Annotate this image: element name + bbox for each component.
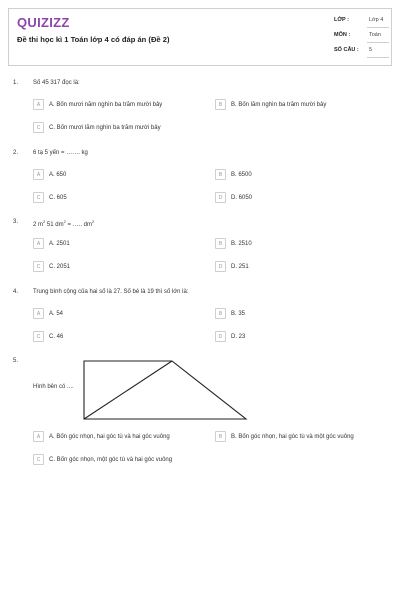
answer-option[interactable] xyxy=(215,431,354,442)
option-letter-box: B xyxy=(215,238,226,249)
option-text: C. 605 xyxy=(49,194,67,201)
meta-label-subject: MÔN : xyxy=(334,32,351,38)
option-text: A. 650 xyxy=(49,171,67,178)
option-letter-box: D xyxy=(215,192,226,203)
question-text: 6 tạ 5 yến = ……. kg xyxy=(33,150,88,156)
answer-option[interactable] xyxy=(33,169,66,180)
answer-option[interactable] xyxy=(215,169,252,180)
question-text: Hình bên có .... xyxy=(33,384,74,390)
answer-option[interactable] xyxy=(33,331,63,342)
option-text: B. Bốn góc nhọn, hai góc tù và một góc vuông xyxy=(231,433,354,440)
answer-option[interactable] xyxy=(33,454,172,465)
answer-option[interactable] xyxy=(215,331,245,342)
answer-option[interactable] xyxy=(33,238,70,249)
option-text: A. Bốn mươi năm nghìn ba trăm mười bảy xyxy=(49,101,163,108)
meta-value-class: Lớp 4 xyxy=(369,17,384,23)
option-text: A. 2501 xyxy=(49,240,70,247)
option-letter-box: A xyxy=(33,431,44,442)
answer-option[interactable] xyxy=(33,308,63,319)
answer-option[interactable] xyxy=(215,261,249,272)
option-text: C. Bốn mươi lăm nghìn ba trăm mười bảy xyxy=(49,124,161,131)
option-letter-box: C xyxy=(33,192,44,203)
answer-option[interactable] xyxy=(215,308,245,319)
trapezoid-shape xyxy=(84,361,246,419)
answer-option[interactable] xyxy=(33,99,162,110)
question-number: 4. xyxy=(13,289,19,295)
option-text: B. 6500 xyxy=(231,171,252,178)
document-title: Đề thi học kì 1 Toán lớp 4 có đáp án (Đề 2) xyxy=(17,35,170,44)
option-letter-box: C xyxy=(33,122,44,133)
option-letter-box: C xyxy=(33,331,44,342)
answer-option[interactable] xyxy=(215,238,252,249)
option-text: A. 54 xyxy=(49,310,64,317)
question-text: Số 45 317 đọc là: xyxy=(33,80,80,86)
option-text: D. 6050 xyxy=(231,194,253,201)
question-text: Trung bình cộng của hai số là 27. Số bé là 19 thì số lớn là: xyxy=(33,289,189,295)
question-number: 2. xyxy=(13,150,19,156)
trapezoid-figure xyxy=(80,358,250,422)
answer-option[interactable] xyxy=(33,261,70,272)
meta-label-class: LỚP : xyxy=(334,17,349,23)
option-letter-box: A xyxy=(33,169,44,180)
option-text: A. Bốn góc nhọn, hai góc tù và hai góc vuông xyxy=(49,433,170,440)
option-letter-box: C xyxy=(33,454,44,465)
meta-underline xyxy=(367,57,389,58)
answer-option[interactable] xyxy=(33,192,67,203)
meta-underline xyxy=(367,27,389,28)
meta-label-count: SỐ CÂU : xyxy=(334,47,359,53)
quizizz-logo: QUIZIZZ xyxy=(17,15,70,30)
answer-option[interactable] xyxy=(33,122,161,133)
option-letter-box: D xyxy=(215,331,226,342)
option-letter-box: B xyxy=(215,99,226,110)
option-letter-box: B xyxy=(215,169,226,180)
answer-option[interactable] xyxy=(215,99,326,110)
option-text: D. 23 xyxy=(231,333,246,340)
question-number: 1. xyxy=(13,80,19,86)
meta-value-subject: Toán xyxy=(369,32,381,38)
option-letter-box: A xyxy=(33,308,44,319)
answer-option[interactable] xyxy=(215,192,252,203)
option-text: B. 2510 xyxy=(231,240,252,247)
option-letter-box: B xyxy=(215,308,226,319)
option-text: D. 251 xyxy=(231,263,249,270)
question-number: 3. xyxy=(13,219,19,225)
option-letter-box: A xyxy=(33,99,44,110)
option-text: C. 46 xyxy=(49,333,64,340)
meta-value-count: 5 xyxy=(369,47,373,53)
answer-option[interactable] xyxy=(33,431,170,442)
option-letter-box: D xyxy=(215,261,226,272)
option-letter-box: A xyxy=(33,238,44,249)
option-text: C. 2051 xyxy=(49,263,71,270)
option-text: C. Bốn góc nhọn, một góc tù và hai góc vuông xyxy=(49,456,173,463)
question-text: 2 $m^2$ 51 $dm^2$ = ….. $dm^2$ xyxy=(33,219,95,228)
option-letter-box: B xyxy=(215,431,226,442)
meta-underline xyxy=(367,42,389,43)
worksheet-header xyxy=(8,8,392,66)
option-text: B. Bốn lăm nghìn ba trăm mười bảy xyxy=(231,101,327,108)
question-number: 5. xyxy=(13,358,19,364)
option-text: B. 35 xyxy=(231,310,246,317)
option-letter-box: C xyxy=(33,261,44,272)
trapezoid-diagonal xyxy=(84,361,172,419)
